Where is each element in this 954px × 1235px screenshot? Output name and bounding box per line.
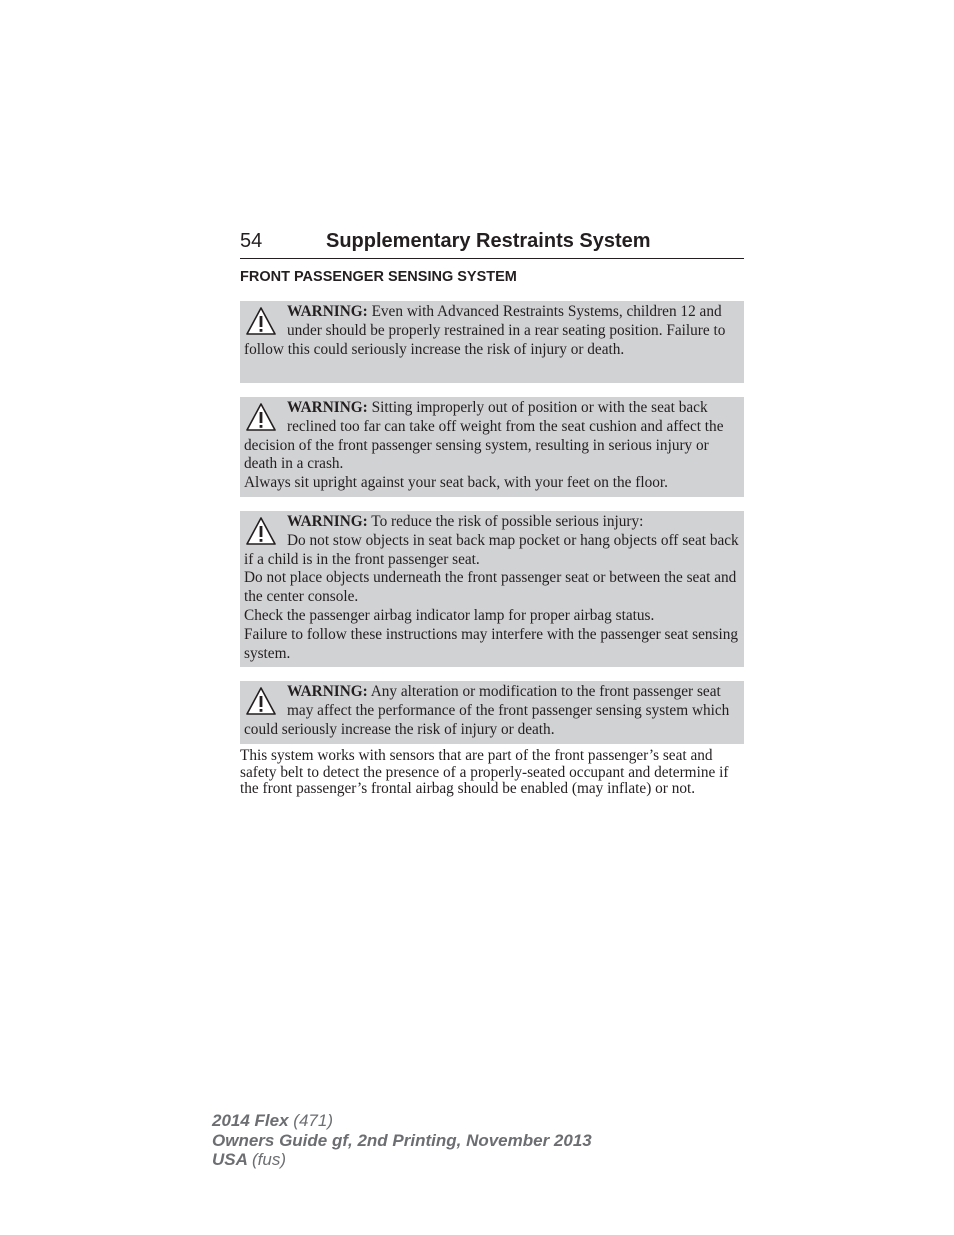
warning-paragraph: Do not stow objects in seat back map pocket or hang objects off seat back if a child is in the front passenger seat. <box>244 531 739 568</box>
footer-line-1 <box>212 1111 592 1131</box>
footer-model-code: (471) <box>293 1111 333 1130</box>
warning-paragraph: Check the passenger airbag indicator lamp for proper airbag status. <box>244 606 655 624</box>
warning-text: To reduce the risk of possible serious injury: <box>371 513 644 530</box>
warning-paragraph: Failure to follow these instructions may interfere with the passenger seat sensing system. <box>244 625 739 662</box>
warning-box-1 <box>240 301 744 383</box>
body-paragraph: This system works with sensors that are part of the front passenger’s seat and safety belt to detect the presence of a properly-seated occupant and determine if the front passenger’s frontal airbag should be enabled (may inflate) or not. <box>240 747 729 797</box>
warning-paragraph: Do not place objects underneath the front passenger seat or between the seat and the center console. <box>244 569 737 606</box>
page-footer <box>212 1111 592 1170</box>
warning-paragraph: Always sit upright against your seat back, with your feet on the floor. <box>244 474 668 492</box>
chapter-title: Supplementary Restraints System <box>326 230 651 252</box>
footer-market-code: (fus) <box>252 1150 286 1169</box>
page-number: 54 <box>240 230 263 252</box>
footer-line-3 <box>212 1150 592 1170</box>
warning-text: Sitting improperly out of position or with the seat back reclined too far can take off weight from the seat cushion and affect the decision of the front passenger sensing system, resulting in serious injury or death in a crash. <box>244 399 724 473</box>
warning-text: Even with Advanced Restraints Systems, children 12 and under should be properly restrained in a rear seating position. Failure to follow this could seriously increase the risk of injury or death. <box>244 303 726 358</box>
warning-label: WARNING: <box>287 683 368 700</box>
warning-box-2 <box>240 397 744 497</box>
section-title: FRONT PASSENGER SENSING SYSTEM <box>240 269 517 285</box>
footer-line-2: Owners Guide gf, 2nd Printing, November 2013 <box>212 1130 592 1150</box>
warning-triangle-icon <box>244 399 278 435</box>
page-header <box>240 228 744 259</box>
warning-paragraph <box>244 683 740 739</box>
warning-triangle-icon <box>244 513 278 549</box>
warning-label: WARNING: <box>287 399 368 416</box>
warning-paragraph <box>244 303 740 359</box>
warning-triangle-icon <box>244 683 278 719</box>
warning-box-4 <box>240 681 744 744</box>
warning-paragraph <box>244 513 740 532</box>
warning-label: WARNING: <box>287 513 368 530</box>
warning-paragraph <box>244 399 740 474</box>
footer-market: USA <box>212 1150 248 1169</box>
warning-text: Any alteration or modification to the front passenger seat may affect the performance of the front passenger sensing system which could seriously increase the risk of injury or death. <box>244 683 730 738</box>
warning-box-3 <box>240 511 744 667</box>
footer-model: 2014 Flex <box>212 1111 289 1130</box>
warning-label: WARNING: <box>287 303 368 320</box>
warning-triangle-icon <box>244 303 278 339</box>
